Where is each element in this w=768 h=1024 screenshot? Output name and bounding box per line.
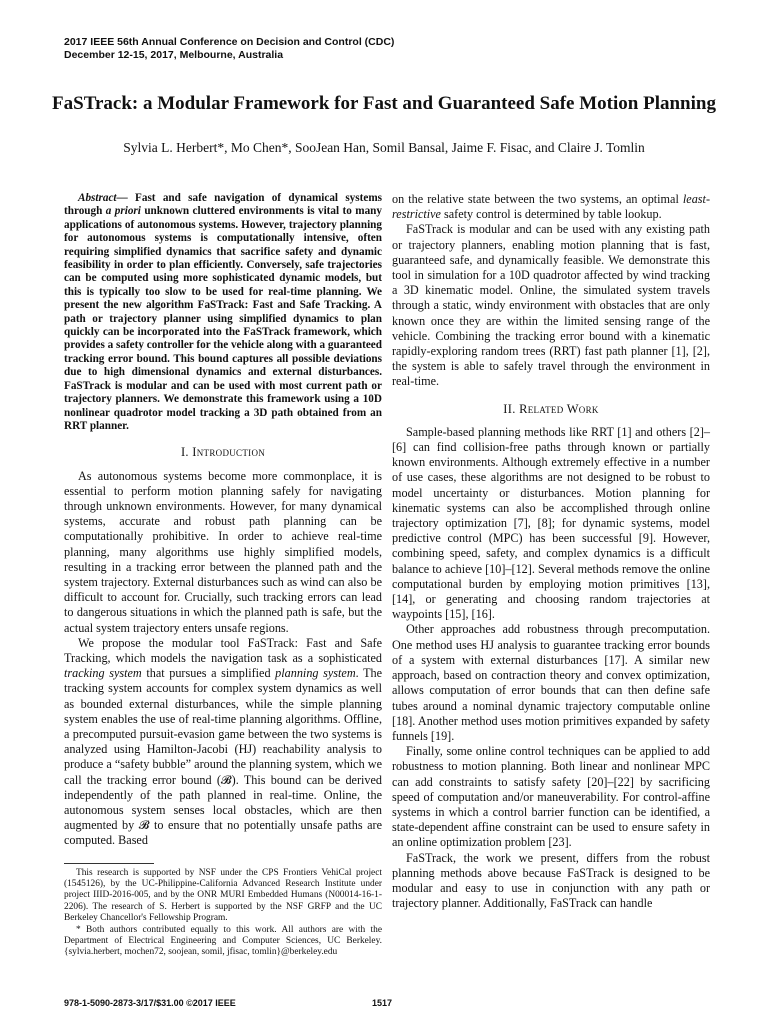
related-paragraph-4: FaSTrack, the work we present, differs from the robust planning methods above because FaSTrack is designed to be modular and easy to use in conjunction with any path or trajectory planner. Additionally, FaSTrack can handle [392, 850, 710, 911]
intro-paragraph-2 [64, 636, 382, 849]
abstract-italic: a priori [105, 205, 141, 218]
section-number: II. [503, 401, 516, 416]
related-paragraph-3: Finally, some online control techniques can be applied to add robustness to motion planning. Both linear and nonlinear MPC can add constraints to satisfy safety [20]–[22] by sacrificing speed of computation and/or maneuverability. For control-affine systems in which a control barrier function can be identified, a state-dependent affine constraint can be used to ensure safety in an online optimization problem [23]. [392, 744, 710, 850]
footnote-divider [64, 863, 154, 864]
paper-title: FaSTrack: a Modular Framework for Fast and Guaranteed Safe Motion Planning [52, 93, 716, 114]
fastrack-paragraph: FaSTrack is modular and can be used with any existing path or trajectory planners, enabling motion planning that is fast, guaranteed safe, and dynamically feasible. We demonstrate this tool in simulation for a 10D quadrotor affected by wind tracking a 3D kinematic model. Online, the simulated system travels through a static, windy environment with obstacles that are only known once they are within the limited sensing range of the vehicle. Combining the tracking error bound with a kinematic rapidly-exploring random trees (RRT) fast path planner [1], [2], the system is able to safely travel through the environment in real-time. [392, 222, 710, 389]
continued-italic: least-restrictive [392, 192, 710, 222]
section-number: I. [180, 445, 189, 460]
paper-authors: Sylvia L. Herbert*, Mo Chen*, SooJean Han, Somil Bansal, Jaime F. Fisac, and Claire J. Tomlin [123, 140, 645, 155]
intro-p2-italic-2: planning system [275, 666, 356, 681]
page-number: 1517 [372, 998, 393, 1008]
continued-text-b: safety control is determined by table lookup. [440, 207, 662, 222]
intro-p2-text-a: We propose the modular tool FaSTrack: Fast and Safe Tracking, which models the navigation task as a sophisticated [64, 635, 382, 665]
continued-text-a: on the relative state between the two systems, an optimal [392, 192, 683, 206]
section-heading-introduction [64, 445, 382, 460]
conference-header [64, 36, 394, 62]
intro-paragraph-1: As autonomous systems become more commonplace, it is essential to perform motion planning safely for navigating through unknown environments. However, for many dynamical systems, accurate and robust path planning can be computationally prohibitive. In order to achieve real-time planning, many algorithms use highly simplified models, resulting in a tracking error between the planned path and the system trajectory. External disturbances such as wind can also be difficult to account for. Crucially, such tracking errors can lead to dangerous situations in which the planned path is safe, but the actual system trajectory enters unsafe regions. [64, 468, 382, 635]
section-title: Introduction [192, 445, 266, 460]
left-column [64, 192, 382, 959]
intro-p2-text-c: . The tracking system accounts for complex system dynamics as well as bounded external disturbances, while the simple planning system enables the use of real-time planning algorithms. Offline, a precomputed pursuit-evasion game between the two systems is analyzed using Hamilton-Jacobi (HJ) reachability analysis to produce a “safety bubble” around the planning system, which we call the tracking error bound (𝓑). This bound can be derived independently of the path planned in real-time. Online, the autonomous system senses local obstacles, which are then augmented by 𝓑 to ensure that no potentially unsafe paths are computed. Based [64, 666, 383, 848]
footnote-affiliation: * Both authors contributed equally to this work. All authors are with the Department of Electrical Engineering and Computer Sciences, UC Berkeley. {sylvia.herbert, mochen72, soojean, somil, jfisac, tomlin}@berkeley.edu [64, 924, 382, 958]
intro-p2-text-b: that pursues a simplified [141, 666, 276, 681]
section-title: Related Work [519, 401, 599, 416]
abstract [64, 192, 382, 433]
section-heading-related-work [392, 402, 710, 417]
conference-name: 2017 IEEE 56th Annual Conference on Decision and Control (CDC) [64, 36, 395, 48]
isbn-copyright: 978-1-5090-2873-3/17/$31.00 ©2017 IEEE [64, 998, 236, 1008]
conference-date-location: December 12-15, 2017, Melbourne, Australia [64, 49, 284, 61]
abstract-text-1: — Fast and safe navigation of dynamical systems through [64, 192, 382, 218]
right-column [392, 192, 710, 911]
continued-paragraph [392, 192, 710, 222]
abstract-label: Abstract [78, 192, 117, 204]
abstract-text-2: unknown cluttered environments is vital to many applications of autonomous systems. However, trajectory planning for autonomous systems is computationally intensive, often requiring simplified dynamics that sacrifice safety and dynamic feasibility in order to plan efficiently. Conversely, safe trajectories can be computed using more sophisticated dynamic models, but this is typically too slow to be used for real-time planning. We present the new algorithm FaSTrack: Fast and Safe Tracking. A path or trajectory planner using simplified dynamics to plan quickly can be incorporated into the FaSTrack framework, which provides a safety controller for the vehicle along with a guaranteed tracking error bound. This bound captures all possible deviations due to high dimensional dynamics and external disturbances. FaSTrack is modular and can be used with most current path or trajectory planners. We demonstrate this framework using a 10D nonlinear quadrotor model tracking a 3D path obtained from an RRT planner. [64, 205, 382, 432]
intro-p2-italic-1: tracking system [64, 666, 142, 681]
related-paragraph-2: Other approaches add robustness through precomputation. One method uses HJ analysis to guarantee tracking error bounds of a system with external disturbances [17]. A similar new approach, based on contraction theory and convex optimization, allows computation of error bounds that can then define safe tubes around a nominal dynamic trajectory computable online [18]. Another method uses motion primitives expanded by safety funnels [19]. [392, 622, 710, 743]
related-paragraph-1: Sample-based planning methods like RRT [1] and others [2]–[6] can find collision-free paths through known or partially known environments. Although extremely effective in a number of use cases, these algorithms are not designed to be robust to model uncertainty or disturbances. Motion planning for kinematic systems can also be accomplished through online trajectory optimization [7], [8]; for dynamic systems, model predictive control (MPC) has been successful [9]. However, combining speed, safety, and complex dynamics is a difficult balance to achieve [10]–[12]. Several methods remove the online computational burden by employing motion primitives [13], [14], or generating and choosing random trajectories at waypoints [15], [16]. [392, 424, 710, 622]
footnote-funding: This research is supported by NSF under the CPS Frontiers VehiCal project (1545126), by the UC-Philippine-California Advanced Research Institute under project IIID-2016-005, and by the ONR MURI Embedded Humans (N00014-16-1-2206). The research of S. Herbert is supported by the NSF GRFP and the UC Berkeley Chancellor's Fellowship Program. [64, 867, 382, 924]
